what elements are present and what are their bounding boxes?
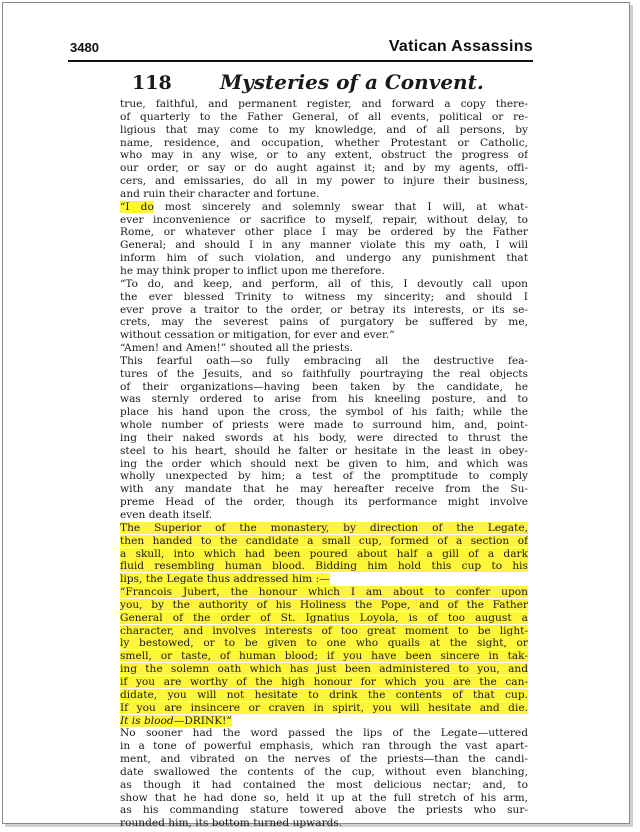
highlighted-text: smell, or taste, of human blood; if you have been sincere in tak- [120,650,528,663]
highlighted-text: It is blood—DRINK!” [120,714,232,727]
text-line: steel to his heart, should he falter or hesitate in the least in obey- [120,444,528,457]
highlighted-text: character, and involves interests of too great moment to be light- [120,624,528,637]
highlighted-text: ing the solemn oath which has just been administered to you, and [120,663,528,676]
page-header [68,38,533,62]
text-line [120,663,528,676]
text-line [120,599,528,612]
text-line: without cessation or mitigation, for ever and ever.” [120,329,395,342]
text-line: ever prove a traitor to the order, or betray its interests, or its se- [120,303,528,316]
page-number: 3480 [70,40,99,55]
scanned-page-number: 118 [132,72,172,94]
text-line: and ruin their character and fortune. [120,187,320,200]
text-line: Rome, or whatever other place I may be ordered by the Father [120,226,528,239]
highlighted-text: ly bestowed, or to be given to one who quails at the sight, or [120,637,528,650]
text-line [120,650,528,663]
highlighted-text: lips, the Legate thus addressed him :— [120,573,330,586]
highlighted-text: If you are insincere or craven in spirit, you will hesitate and die. [120,701,528,714]
text-line: of their organizations—having been taken by the candidate, he [120,380,528,393]
text-line: rounded him, its bottom turned upwards. [120,817,343,830]
highlighted-text: didate, you will not hesitate to drink the contents of that cup. [120,688,528,701]
text-line: ligious that may come to my knowledge, and of all persons, by [120,123,528,136]
text-line: ing their naked swords at his body, were directed to thrust the [120,431,528,444]
text-line: cers, and emissaries, do all in my power to injure their business, [120,175,528,188]
body-text [120,98,528,830]
text-line: date swallowed the contents of the cup, without even blanching, [120,765,528,778]
highlighted-text: then handed to the candidate a small cup, formed of a section of [120,534,528,547]
text-line [120,586,528,599]
highlighted-text: fluid resembling human blood. Bidding him hold this cup to his [120,560,528,573]
text-line: ing the order which should next be given to him, and which was [120,457,528,470]
text-line [120,548,528,561]
text-line: “Amen! and Amen!” shouted all the priests. [120,342,353,355]
text-line: “I do most sincerely and solemnly swear that I will, at what- [120,200,528,213]
highlighted-text: if you are worthy of the high honour for which you are the can- [120,675,528,688]
text-line: ever inconvenience or sacrifice to myself, repair, without delay, to [120,213,528,226]
text-line: as his commanding stature towered above the priests who sur- [120,804,528,817]
text-line: of quarterly to the Father General, of all events, political or re- [120,110,528,123]
text-line: crets, may the severest pains of purgatory be suffered by me, [120,316,528,329]
text-line: was sternly ordered to arise from his kneeling posture, and to [120,393,528,406]
text-line: with any mandate that he may hereafter receive from the Su- [120,483,528,496]
text-line: This fearful oath—so fully embracing all the destructive fea- [120,354,528,367]
text-line [120,689,528,702]
scanned-page [120,68,528,830]
text-line: General; and should I in any manner violate this my oath, I will [120,239,528,252]
text-line: who may in any wise, or to any extent, obstruct the progress of [120,149,528,162]
text-line: “To do, and keep, and perform, all of this, I devoutly call upon [120,277,528,290]
highlighted-text: “Francois Jubert, the honour which I am about to confer upon [120,586,528,599]
text-line [120,715,528,728]
text-line: wholly unexpected by him; a test of the promptitude to comply [120,470,528,483]
text-line: tures of the Jesuits, and so faithfully pourtraying the real objects [120,367,528,380]
text-line: whole number of priests were made to surround him, and, point- [120,419,528,432]
text-line: place his hand upon the cross, the symbol of his faith; while the [120,406,528,419]
highlighted-text: “I do [120,200,154,213]
scanned-page-header [120,68,528,98]
text-line [120,560,528,573]
text-line: as though it had contained the most delicious nectar; and, to [120,778,528,791]
text-line [120,535,528,548]
text-line: show that he had done so, held it up at the full stretch of his arm, [120,791,528,804]
highlighted-text: General of the order of St. Ignatius Loyola, is of too august a [120,611,528,624]
text-line: ment, and vibrated on the nerves of the priests—than the candi- [120,753,528,766]
text-line: preme Head of the order, though its performance might involve [120,496,528,509]
text-line: even death itself. [120,509,213,521]
text-line [120,625,528,638]
text-line: true, faithful, and permanent register, and forward a copy there- [120,98,528,110]
text-line: our order, or say or do aught against it; and by my agents, offi- [120,162,528,175]
text-line [120,637,528,650]
text-line: No sooner had the word passed the lips of the Legate—uttered [120,727,528,740]
text-line [120,702,528,715]
highlighted-text: you, by the authority of his Holiness the Pope, and of the Father [120,598,528,611]
text-line: he may think proper to inflict upon me therefore. [120,264,385,277]
text-line: inform him of such violation, and undergo any punishment that [120,252,528,265]
text-line [120,612,528,625]
highlighted-text: The Superior of the monastery, by direction of the Legate, [120,521,528,534]
text-line [120,676,528,689]
book-title: Vatican Assassins [388,38,533,55]
highlighted-text: a skull, into which had been poured about half a gill of a dark [120,547,528,560]
text-line: in a tone of powerful emphasis, which ran through the vast apart- [120,740,528,753]
text-line: the ever blessed Trinity to witness my sincerity; and should I [120,290,528,303]
text-line [120,573,528,586]
text-line [120,522,528,535]
text-line: name, residence, and occupation, whether Protestant or Catholic, [120,136,528,149]
running-title: Mysteries of a Convent. [220,70,484,94]
